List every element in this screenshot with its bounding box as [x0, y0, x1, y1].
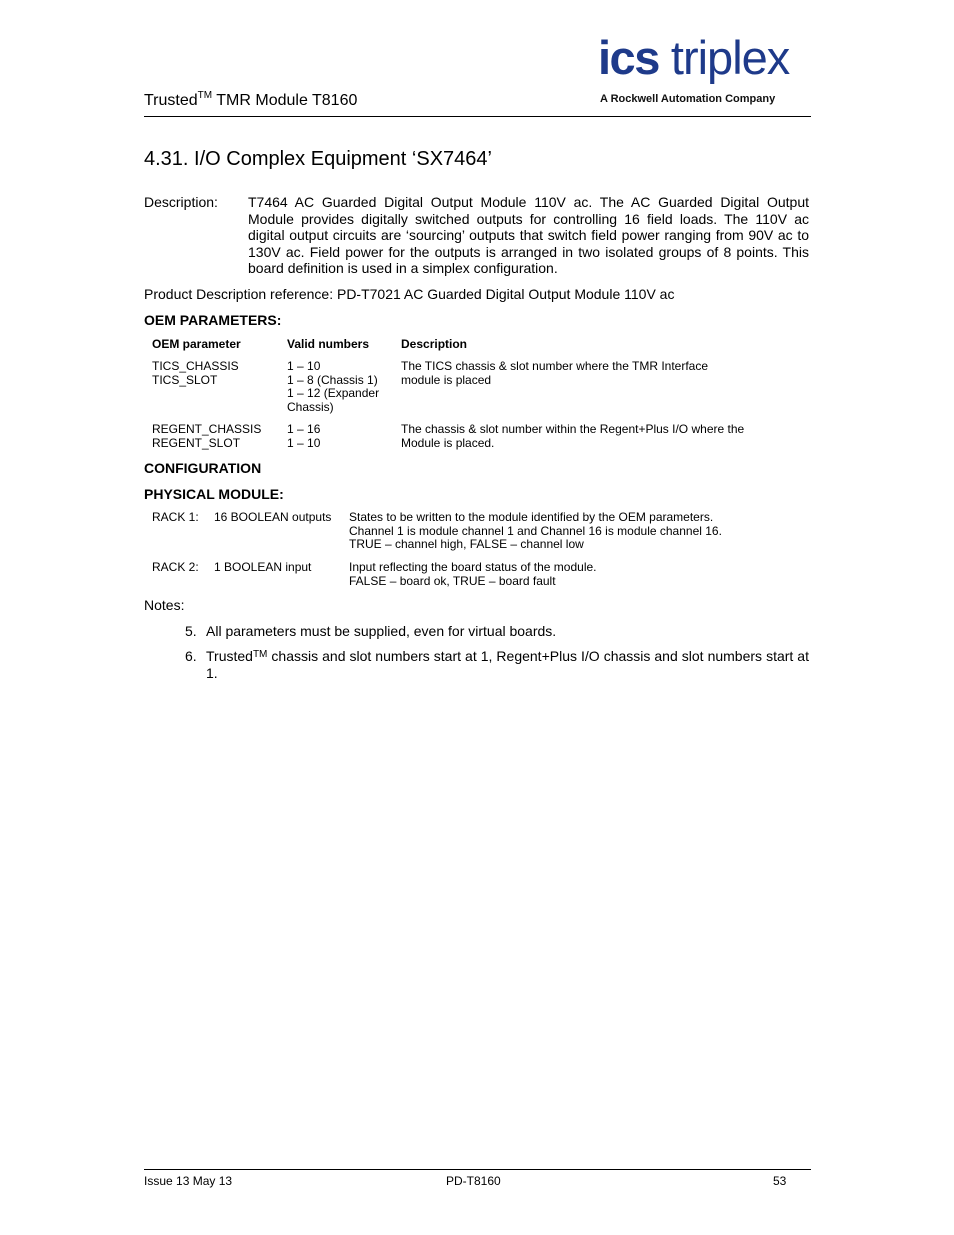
footer-issue: Issue 13 May 13 [144, 1174, 233, 1188]
rack-2-label: RACK 2: [152, 560, 199, 574]
physical-module-title: PHYSICAL MODULE: [144, 486, 284, 502]
oem-row-1-valid: 1 – 10 1 – 8 (Chassis 1) 1 – 12 (Expander Chassis) [287, 359, 380, 414]
note-5-number: 5. [185, 623, 197, 639]
oem-header-valid: Valid numbers [287, 337, 370, 351]
configuration-title: CONFIGURATION [144, 460, 262, 476]
oem-header-param: OEM parameter [152, 337, 241, 351]
rack-1-type: 16 BOOLEAN outputs [214, 510, 332, 524]
oem-row-1-params: TICS_CHASSIS TICS_SLOT [152, 359, 239, 387]
oem-row-1-desc: The TICS chassis & slot number where the TMR Interface module is placed [401, 359, 709, 387]
rack-2-desc: Input reflecting the board status of the module. FALSE – board ok, TRUE – board fault [349, 560, 597, 588]
oem-parameters-title: OEM PARAMETERS: [144, 312, 282, 328]
oem-row-2-params: REGENT_CHASSIS REGENT_SLOT [152, 422, 262, 450]
note-6-text: Trusted™ chassis and slot numbers start at 1, Regent+Plus I/O chassis and slot numbers start at 1. [206, 648, 809, 681]
rack-1-label: RACK 1: [152, 510, 199, 524]
logo-subtitle: A Rockwell Automation Company [600, 93, 776, 105]
footer-rule [144, 1169, 811, 1170]
company-logo [598, 31, 790, 84]
rack-2-type: 1 BOOLEAN input [214, 560, 312, 574]
header-title: Trusted™ TMR Module T8160 [144, 90, 358, 109]
logo-bold-text: ics [598, 31, 659, 84]
oem-row-2-valid: 1 – 16 1 – 10 [287, 422, 321, 450]
header-rule [144, 116, 811, 117]
notes-label: Notes: [144, 597, 185, 613]
product-reference: Product Description reference: PD-T7021 AC Guarded Digital Output Module 110V ac [144, 286, 675, 302]
oem-header-desc: Description [401, 337, 468, 351]
description-text: T7464 AC Guarded Digital Output Module 110V ac. The AC Guarded Digital Output Module provides digitally switched outputs for controlling 16 field loads. The 110V ac digital output circuits are ‘sourcing’ outputs that switch field power ranging from 90V ac to 130V ac. Field power for the outputs is arranged in two isolated groups of 8 points. This board definition is used in a simplex configuration. [248, 194, 809, 277]
note-5-text: All parameters must be supplied, even for virtual boards. [206, 623, 557, 639]
logo-light-text: triplex [670, 31, 790, 84]
section-heading: 4.31. I/O Complex Equipment ‘SX7464’ [144, 148, 492, 170]
oem-row-2-desc: The chassis & slot number within the Regent+Plus I/O where the Module is placed. [401, 422, 745, 450]
footer-page-number: 53 [773, 1174, 787, 1188]
description-label: Description: [144, 194, 218, 210]
note-6-number: 6. [185, 648, 197, 664]
footer-doc-id: PD-T8160 [446, 1174, 501, 1188]
rack-1-desc: States to be written to the module identified by the OEM parameters. Channel 1 is module channel 1 and Channel 16 is module channel 16. TRUE – channel high, FALSE – channel low [349, 510, 722, 552]
